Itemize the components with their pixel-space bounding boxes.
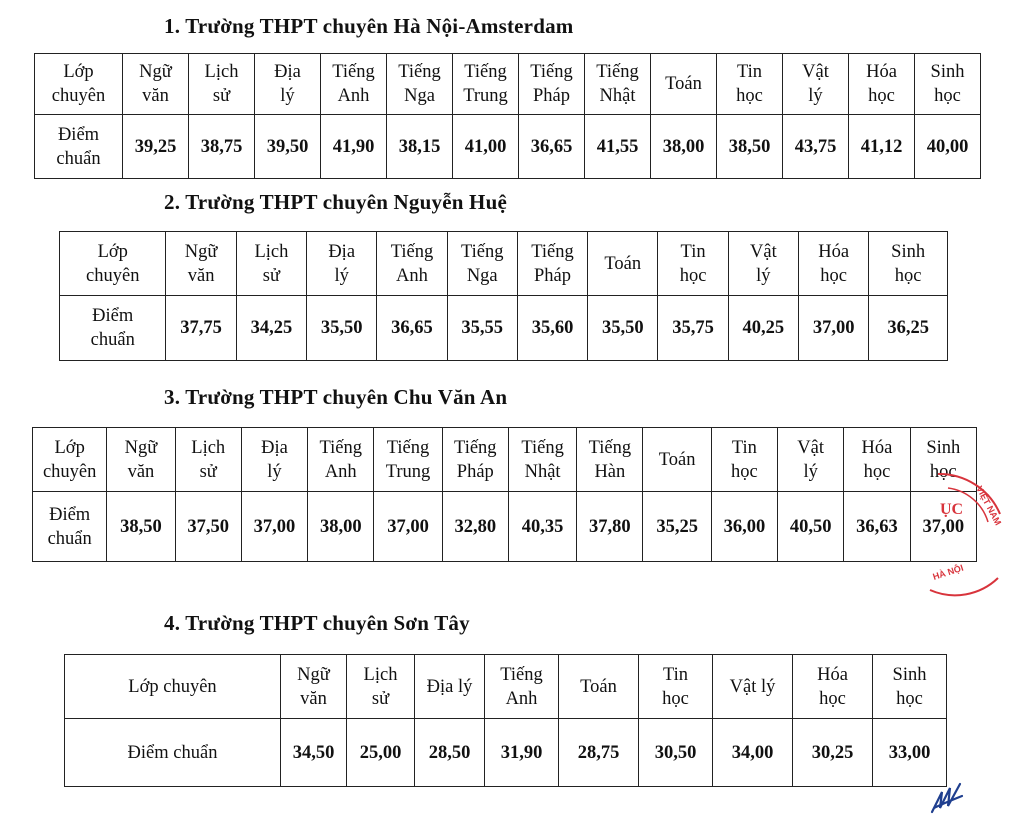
score-cell: 36,65 xyxy=(377,296,447,361)
cell-text-line: Hóa xyxy=(818,241,850,262)
header-label-cell xyxy=(35,54,123,115)
cell-text-line: Ngữ xyxy=(124,437,158,458)
cell-text-line: chuẩn xyxy=(47,528,92,549)
subject-header-cell xyxy=(559,655,639,719)
cell-text-line: Điểm xyxy=(57,124,100,145)
cell-text-line: chuyên xyxy=(42,461,97,482)
cell-text-line: Nga xyxy=(404,86,435,106)
cell-text-line: Tin xyxy=(731,437,757,458)
score-cell: 40,50 xyxy=(778,492,844,562)
row-label-cell xyxy=(60,296,166,361)
cell-text-line: chuyên xyxy=(86,265,140,286)
score-cell: 38,00 xyxy=(651,115,717,179)
cell-text-line: học xyxy=(896,688,923,709)
score-cell: 41,00 xyxy=(453,115,519,179)
score-cell: 33,00 xyxy=(873,719,947,787)
row-label-cell xyxy=(35,115,123,179)
section-title-4: 4. Trường THPT chuyên Sơn Tây xyxy=(164,611,470,635)
cell-text-line: Vật xyxy=(797,437,825,458)
subject-header-cell xyxy=(508,428,576,492)
score-cell: 37,00 xyxy=(241,492,307,562)
seal-text-top: ỤC xyxy=(940,501,964,518)
cell-text-line: Nhật xyxy=(524,461,561,482)
cell-text-line: lý xyxy=(756,265,771,286)
subject-header-cell xyxy=(175,428,241,492)
score-table-nguyen-hue xyxy=(59,231,948,361)
cell-text-line: văn xyxy=(187,265,215,286)
cell-text-line: sử xyxy=(262,265,280,286)
subject-header-cell xyxy=(873,655,947,719)
subject-header-cell xyxy=(123,54,189,115)
cell-text-line: học xyxy=(736,86,763,106)
score-cell: 34,50 xyxy=(281,719,347,787)
subject-header-cell xyxy=(377,232,447,296)
cell-text-line: học xyxy=(863,461,891,482)
score-table-son-tay xyxy=(64,654,947,787)
cell-text-line: văn xyxy=(300,688,327,709)
cell-text-line: Tiếng xyxy=(390,241,434,262)
score-cell: 37,00 xyxy=(910,492,976,562)
subject-header-cell xyxy=(783,54,849,115)
cell-text-line: Toán xyxy=(604,253,642,274)
cell-text-line: Anh xyxy=(505,688,538,709)
subject-header-cell xyxy=(307,232,377,296)
score-cell: 35,60 xyxy=(517,296,587,361)
cell-text-line: Điểm chuẩn xyxy=(127,742,218,763)
cell-text-line: học xyxy=(929,461,957,482)
row-label-cell xyxy=(65,719,281,787)
cell-text-line: Điểm xyxy=(49,504,91,525)
header-label-cell xyxy=(33,428,107,492)
subject-header-cell xyxy=(778,428,844,492)
cell-text-line: Lớp chuyên xyxy=(128,676,217,697)
score-cell: 38,00 xyxy=(308,492,374,562)
score-cell: 31,90 xyxy=(485,719,559,787)
subject-header-cell xyxy=(728,232,798,296)
cell-text-line: Tiếng xyxy=(596,62,639,82)
cell-text-line: Anh xyxy=(324,461,357,482)
cell-text-line: Lớp xyxy=(63,62,94,82)
cell-text-line: Lớp xyxy=(54,437,85,458)
cell-text-line: Lớp xyxy=(97,241,128,262)
score-cell: 28,75 xyxy=(559,719,639,787)
score-cell: 38,15 xyxy=(387,115,453,179)
cell-text-line: Địa lý xyxy=(426,676,473,697)
cell-text-line: Toán xyxy=(658,449,696,470)
cell-text-line: Sinh xyxy=(926,437,961,458)
subject-header-cell xyxy=(793,655,873,719)
cell-text-line: sử xyxy=(371,688,390,709)
cell-text-line: học xyxy=(934,86,961,106)
subject-header-cell xyxy=(189,54,255,115)
score-table-chu-van-an xyxy=(32,427,977,562)
cell-text-line: Vật xyxy=(802,62,829,82)
subject-header-cell xyxy=(415,655,485,719)
subject-header-cell xyxy=(849,54,915,115)
subject-header-cell xyxy=(236,232,306,296)
cell-text-line: Sinh xyxy=(930,62,965,82)
score-cell: 37,50 xyxy=(175,492,241,562)
cell-text-line: chuyên xyxy=(51,86,106,106)
score-cell: 40,35 xyxy=(508,492,576,562)
score-cell: 36,25 xyxy=(869,296,948,361)
cell-text-line: lý xyxy=(334,265,349,286)
score-cell: 30,25 xyxy=(793,719,873,787)
subject-header-cell xyxy=(387,54,453,115)
score-cell: 39,25 xyxy=(123,115,189,179)
cell-text-line: Sinh xyxy=(892,664,927,685)
subject-header-cell xyxy=(717,54,783,115)
cell-text-line: Pháp xyxy=(534,265,572,286)
cell-text-line: Anh xyxy=(337,86,370,106)
score-cell: 37,80 xyxy=(577,492,643,562)
cell-text-line: chuẩn xyxy=(90,330,135,350)
score-cell: 41,55 xyxy=(585,115,651,179)
cell-text-line: Tin xyxy=(680,241,706,262)
score-cell: 38,75 xyxy=(189,115,255,179)
cell-text-line: Địa xyxy=(328,241,356,262)
subject-header-cell xyxy=(255,54,321,115)
cell-text-line: Toán xyxy=(665,74,702,94)
cell-text-line: học xyxy=(820,265,847,286)
cell-text-line: học xyxy=(679,265,707,286)
cell-text-line: sử xyxy=(212,86,231,106)
cell-text-line: Tiếng xyxy=(386,437,430,458)
subject-header-cell xyxy=(910,428,976,492)
score-cell: 35,50 xyxy=(588,296,658,361)
subject-header-cell xyxy=(643,428,711,492)
cell-text-line: Anh xyxy=(396,265,428,286)
score-cell: 35,25 xyxy=(643,492,711,562)
cell-text-line: Tiếng xyxy=(332,62,375,82)
cell-text-line: Địa xyxy=(274,62,301,82)
score-cell: 36,65 xyxy=(519,115,585,179)
cell-text-line: học xyxy=(819,688,846,709)
subject-header-cell xyxy=(447,232,517,296)
subject-header-cell xyxy=(281,655,347,719)
cell-text-line: Tiếng xyxy=(588,437,632,458)
cell-text-line: sử xyxy=(199,461,217,482)
subject-header-cell xyxy=(869,232,948,296)
score-cell: 37,00 xyxy=(374,492,442,562)
subject-header-cell xyxy=(107,428,175,492)
subject-header-cell xyxy=(374,428,442,492)
cell-text-line: Vật lý xyxy=(729,676,776,697)
cell-text-line: Ngữ xyxy=(297,664,330,685)
subject-header-cell xyxy=(241,428,307,492)
header-label-cell xyxy=(60,232,166,296)
cell-text-line: Hóa xyxy=(861,437,893,458)
score-cell: 41,90 xyxy=(321,115,387,179)
score-cell: 35,50 xyxy=(307,296,377,361)
subject-header-cell xyxy=(308,428,374,492)
section-title-3: 3. Trường THPT chuyên Chu Văn An xyxy=(164,385,508,409)
cell-text-line: văn xyxy=(127,461,155,482)
cell-text-line: Địa xyxy=(261,437,288,458)
subject-header-cell xyxy=(166,232,236,296)
cell-text-line: Tiếng xyxy=(464,62,507,82)
subject-header-cell xyxy=(519,54,585,115)
cell-text-line: văn xyxy=(142,86,169,106)
score-cell: 38,50 xyxy=(107,492,175,562)
cell-text-line: lý xyxy=(267,461,282,482)
cell-text-line: lý xyxy=(803,461,818,482)
score-cell: 41,12 xyxy=(849,115,915,179)
cell-text-line: Hóa xyxy=(866,62,897,82)
score-cell: 35,75 xyxy=(658,296,728,361)
cell-text-line: Lịch xyxy=(191,437,226,458)
subject-header-cell xyxy=(453,54,519,115)
subject-header-cell xyxy=(321,54,387,115)
cell-text-line: học xyxy=(894,265,922,286)
header-label-cell xyxy=(65,655,281,719)
score-cell: 28,50 xyxy=(415,719,485,787)
cell-text-line: Nga xyxy=(466,265,498,286)
score-cell: 37,00 xyxy=(799,296,869,361)
cell-text-line: Tiếng xyxy=(460,241,504,262)
section-title-2: 2. Trường THPT chuyên Nguyễn Huệ xyxy=(164,190,507,214)
cell-text-line: Ngữ xyxy=(139,62,172,82)
cell-text-line: Tin xyxy=(736,62,763,82)
cell-text-line: Tiếng xyxy=(398,62,441,82)
cell-text-line: Nhật xyxy=(599,86,636,106)
seal-text-bottom: HÀ NỘI xyxy=(931,562,965,582)
cell-text-line: Toán xyxy=(580,676,617,697)
subject-header-cell xyxy=(585,54,651,115)
cell-text-line: Pháp xyxy=(533,86,570,106)
cell-text-line: Điểm xyxy=(92,306,134,326)
subject-header-cell xyxy=(658,232,728,296)
cell-text-line: Lịch xyxy=(204,62,239,82)
cell-text-line: học xyxy=(731,461,758,482)
score-cell: 36,63 xyxy=(844,492,910,562)
subject-header-cell xyxy=(517,232,587,296)
score-cell: 32,80 xyxy=(442,492,508,562)
score-cell: 40,00 xyxy=(915,115,981,179)
row-label-cell xyxy=(33,492,107,562)
score-cell: 37,75 xyxy=(166,296,236,361)
score-cell: 43,75 xyxy=(783,115,849,179)
cell-text-line: Tiếng xyxy=(454,437,497,458)
cell-text-line: học xyxy=(868,86,895,106)
cell-text-line: Tiếng xyxy=(500,664,543,685)
subject-header-cell xyxy=(799,232,869,296)
cell-text-line: Sinh xyxy=(891,241,926,262)
cell-text-line: Tiếng xyxy=(319,437,363,458)
cell-text-line: Hàn xyxy=(594,461,626,482)
cell-text-line: Vật xyxy=(750,241,777,262)
cell-text-line: lý xyxy=(808,86,823,106)
subject-header-cell xyxy=(588,232,658,296)
signature-mark xyxy=(928,778,968,818)
cell-text-line: Tiếng xyxy=(530,62,573,82)
section-title-1: 1. Trường THPT chuyên Hà Nội-Amsterdam xyxy=(164,14,574,38)
cell-text-line: Trung xyxy=(385,461,431,482)
score-cell: 35,55 xyxy=(447,296,517,361)
cell-text-line: học xyxy=(662,688,689,709)
seal-text-side: VIỆT NAM xyxy=(974,484,1004,527)
subject-header-cell xyxy=(651,54,717,115)
subject-header-cell xyxy=(915,54,981,115)
score-cell: 38,50 xyxy=(717,115,783,179)
cell-text-line: Hóa xyxy=(817,664,848,685)
cell-text-line: Ngữ xyxy=(184,241,218,262)
subject-header-cell xyxy=(442,428,508,492)
cell-text-line: Tin xyxy=(662,664,689,685)
cell-text-line: Lịch xyxy=(363,664,398,685)
cell-text-line: Pháp xyxy=(456,461,494,482)
score-cell: 34,25 xyxy=(236,296,306,361)
score-cell: 34,00 xyxy=(713,719,793,787)
score-table-hanoi-amsterdam xyxy=(34,53,981,179)
subject-header-cell xyxy=(485,655,559,719)
cell-text-line: Tiếng xyxy=(531,241,574,262)
subject-header-cell xyxy=(713,655,793,719)
cell-text-line: Lịch xyxy=(254,241,289,262)
cell-text-line: Trung xyxy=(463,86,508,106)
cell-text-line: Tiếng xyxy=(521,437,564,458)
score-cell: 25,00 xyxy=(347,719,415,787)
score-cell: 40,25 xyxy=(728,296,798,361)
score-cell: 36,00 xyxy=(711,492,777,562)
subject-header-cell xyxy=(577,428,643,492)
score-cell: 39,50 xyxy=(255,115,321,179)
cell-text-line: lý xyxy=(280,86,295,106)
subject-header-cell xyxy=(711,428,777,492)
score-cell: 30,50 xyxy=(639,719,713,787)
cell-text-line: chuẩn xyxy=(56,148,101,169)
subject-header-cell xyxy=(844,428,910,492)
subject-header-cell xyxy=(639,655,713,719)
subject-header-cell xyxy=(347,655,415,719)
